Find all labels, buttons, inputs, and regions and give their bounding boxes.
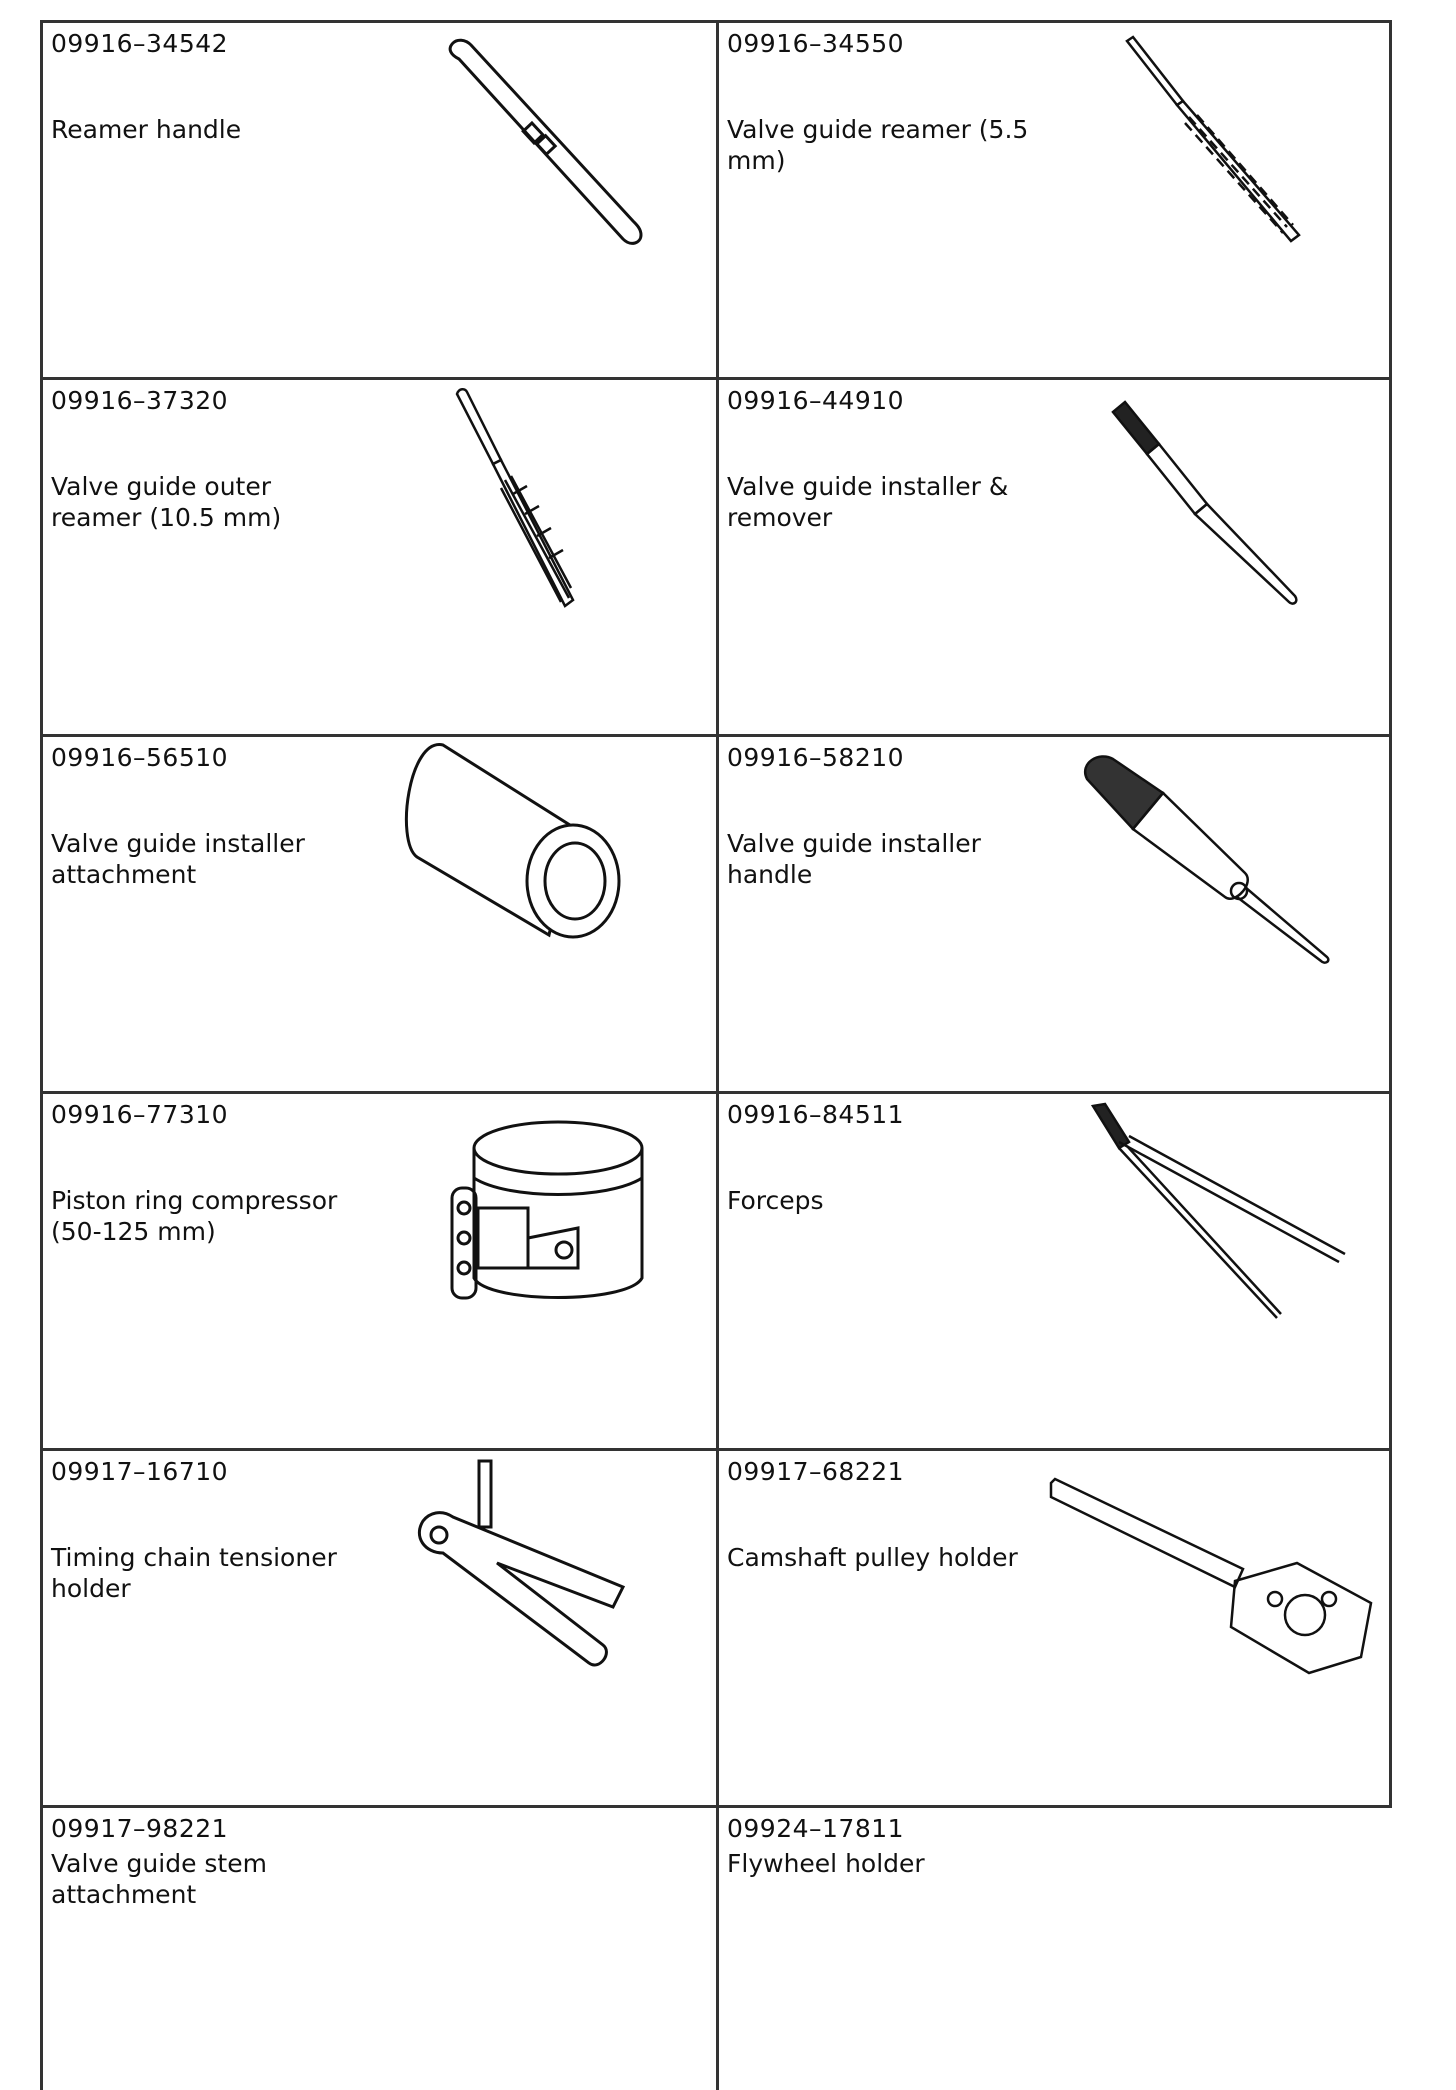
tensioner-holder-icon — [413, 1457, 643, 1697]
tool-name: Valve guide installer handle — [727, 829, 981, 889]
installer-attachment-icon — [403, 737, 633, 947]
tool-code: 09917–98221 — [51, 1814, 229, 1843]
tool-cell — [716, 1091, 1392, 1448]
table-row — [40, 734, 1396, 1091]
tool-code: 09916–56510 — [51, 743, 229, 772]
table-row — [40, 1091, 1396, 1448]
table-row — [40, 377, 1396, 734]
tool-name: Valve guide installer attachment — [51, 829, 305, 889]
tool-name: Valve guide installer & remover — [727, 472, 1009, 532]
tool-cell — [716, 1448, 1392, 1805]
tool-code: 09917–16710 — [51, 1457, 229, 1486]
tool-name: Timing chain tensioner holder — [51, 1543, 337, 1603]
tool-code: 09916–37320 — [51, 386, 229, 415]
piston-ring-compressor-icon — [448, 1108, 648, 1318]
tool-code: 09916–44910 — [727, 386, 905, 415]
special-tools-table — [40, 20, 1396, 2090]
installer-remover-icon — [1109, 400, 1309, 610]
tool-code: 09917–68221 — [727, 1457, 905, 1486]
table-row — [40, 1448, 1396, 1805]
tool-cell — [40, 1091, 716, 1448]
tool-cell — [716, 20, 1392, 377]
tool-cell — [716, 377, 1392, 734]
tool-code: 09916–34542 — [51, 29, 229, 58]
valve-guide-reamer-icon — [1119, 31, 1319, 251]
tool-code: 09916–34550 — [727, 29, 905, 58]
tool-name: Camshaft pulley holder — [727, 1543, 1018, 1572]
camshaft-pulley-holder-icon — [1049, 1477, 1379, 1687]
tool-cell — [40, 1448, 716, 1805]
tool-code: 09924–17811 — [727, 1814, 905, 1843]
tool-cell — [716, 734, 1392, 1091]
tool-name: Valve guide reamer (5.5 mm) — [727, 115, 1029, 175]
tool-cell — [40, 20, 716, 377]
tool-name: Piston ring compressor (50-125 mm) — [51, 1186, 338, 1246]
tool-cell — [40, 377, 716, 734]
forceps-icon — [1089, 1102, 1359, 1332]
table-row — [40, 1805, 1396, 2090]
tool-code: 09916–84511 — [727, 1100, 905, 1129]
tool-cell — [716, 1805, 1392, 2090]
installer-handle-icon — [1079, 747, 1339, 977]
tool-cell — [40, 1805, 716, 2090]
reamer-handle-icon — [443, 31, 663, 261]
tool-cell — [40, 734, 716, 1091]
outer-reamer-icon — [453, 384, 593, 614]
tool-code: 09916–77310 — [51, 1100, 229, 1129]
tool-code: 09916–58210 — [727, 743, 905, 772]
tool-name: Valve guide outer reamer (10.5 mm) — [51, 472, 282, 532]
tool-name: Forceps — [727, 1186, 824, 1215]
table-row — [40, 20, 1396, 377]
tool-name: Valve guide stem attachment — [51, 1849, 267, 1909]
tool-name: Reamer handle — [51, 115, 242, 144]
tool-name: Flywheel holder — [727, 1849, 925, 1878]
